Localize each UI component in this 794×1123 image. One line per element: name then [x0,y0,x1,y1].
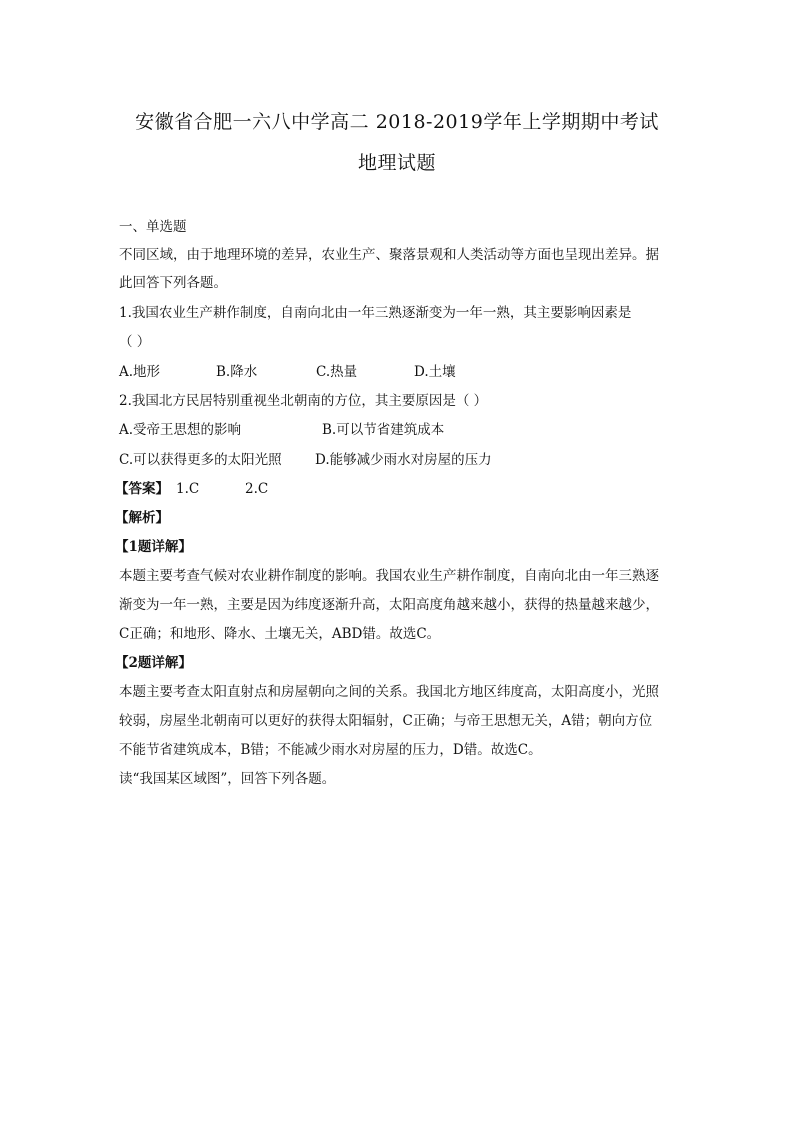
detail1-line-3: C正确；和地形、降水、土壤无关，ABD错。故选C。 [119,626,441,642]
closing-instruction: 读“我国某区域图”，回答下列各题。 [119,771,336,787]
detail1-line-1: 本题主要考查气候对农业耕作制度的影响。我国农业生产耕作制度，自南向北由一年三熟逐 [119,568,659,584]
answer-q1: 1.C [176,481,200,497]
q2-option-c: C.可以获得更多的太阳光照 [119,452,282,468]
analysis-label: 【解析】 [115,510,169,526]
answer-q2: 2.C [245,481,269,497]
document-subtitle: 地理试题 [357,152,436,174]
q2-option-b: B.可以节省建筑成本 [322,422,445,438]
q2-option-d: D.能够减少雨水对房屋的压力 [315,452,492,468]
intro-line-2: 此回答下列各题。 [119,275,227,291]
q1-option-b: B.降水 [216,364,258,380]
q1-option-a: A.地形 [119,364,161,380]
detail1-line-2: 渐变为一年一熟，主要是因为纬度逐渐升高，太阳高度角越来越小，获得的热量越来越少， [119,597,659,613]
q2-stem: 2.我国北方民居特别重视坐北朝南的方位，其主要原因是（ ） [119,393,488,409]
q1-stem-line-1: 1.我国农业生产耕作制度，自南向北由一年三熟逐渐变为一年一熟，其主要影响因素是 [119,305,632,321]
q2-option-a: A.受帝王思想的影响 [119,422,242,438]
detail2-line-1: 本题主要考查太阳直射点和房屋朝向之间的关系。我国北方地区纬度高，太阳高度小，光照 [119,684,659,700]
document-title: 安徽省合肥一六八中学高二 2018-2019学年上学期期中考试 [135,111,659,133]
intro-line-1: 不同区域，由于地理环境的差异，农业生产、聚落景观和人类活动等方面也呈现出差异。据 [119,247,659,263]
detail2-line-3: 不能节省建筑成本，B错；不能减少雨水对房屋的压力，D错。故选C。 [119,742,542,758]
q1-option-d: D.土壤 [414,364,456,380]
answer-label: 【答案】 [115,481,169,497]
detail2-label: 【2题详解】 [115,655,192,671]
detail2-line-2: 较弱，房屋坐北朝南可以更好的获得太阳辐射，C正确；与帝王思想无关，A错；朝向方位 [119,713,653,729]
detail1-label: 【1题详解】 [115,539,192,555]
q1-option-c: C.热量 [316,364,358,380]
section-heading: 一、单选题 [119,219,187,235]
q1-stem-line-2: （ ） [119,334,151,350]
